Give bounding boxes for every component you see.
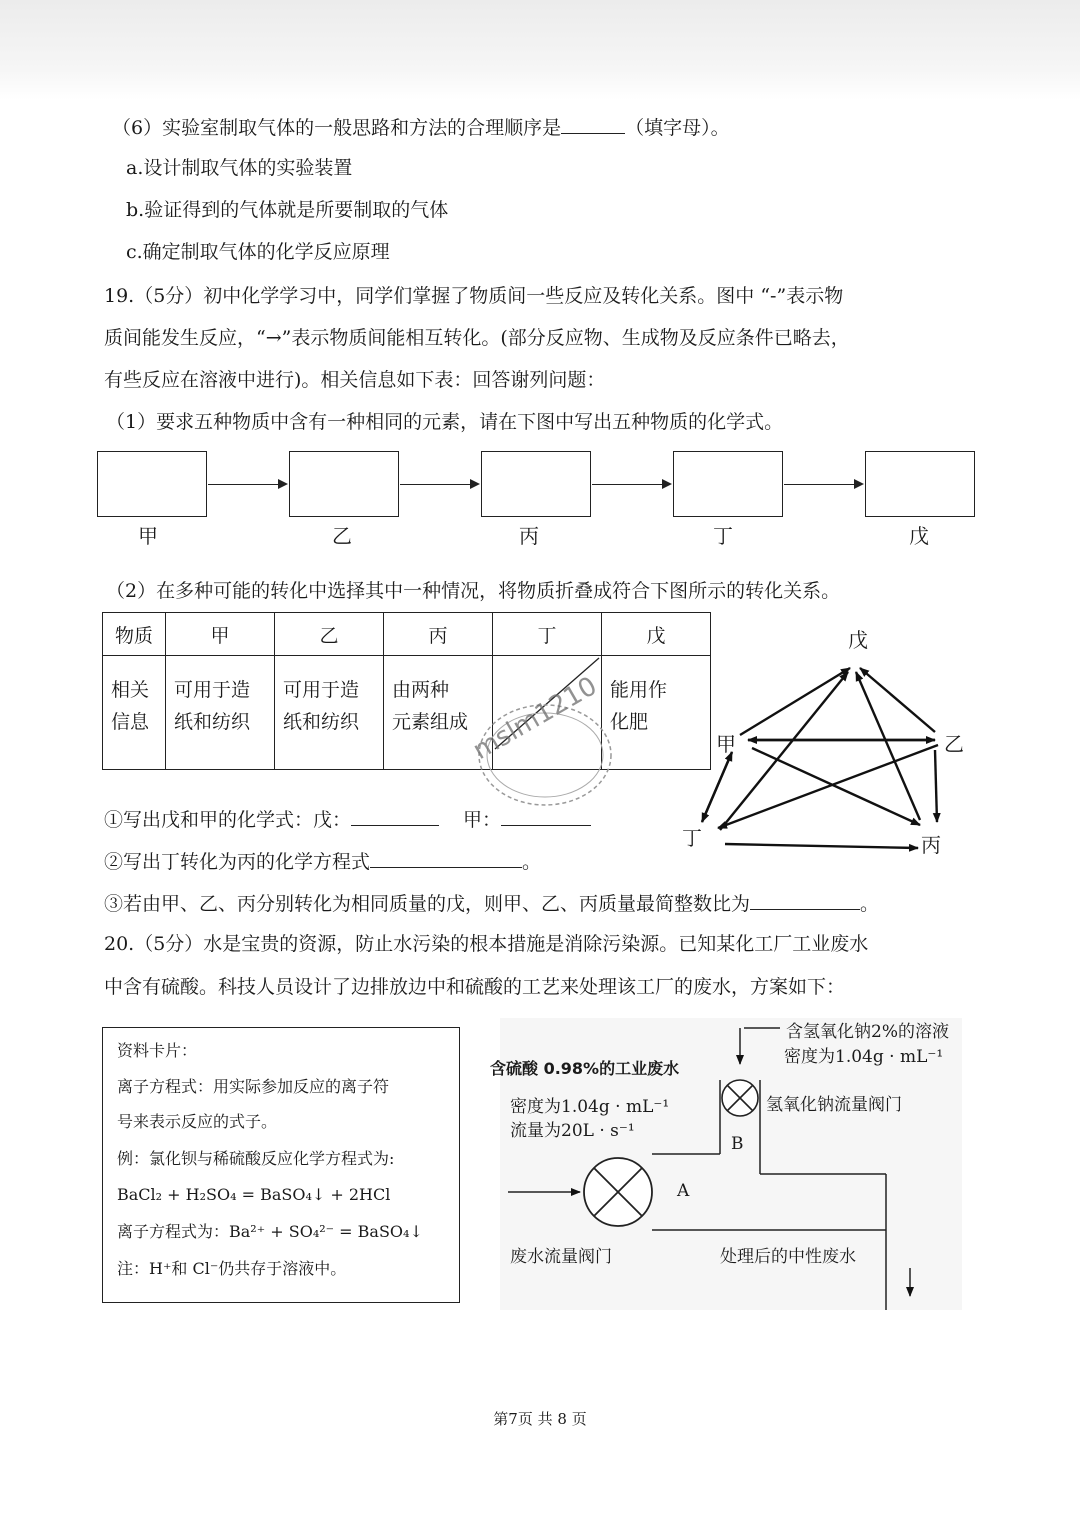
chain-label-jia: 甲 — [138, 524, 158, 548]
naoh-valve-icon — [722, 1080, 758, 1116]
table-cell-jia: 可用于造 纸和纺织 — [166, 656, 275, 770]
table-header: 戊 — [602, 613, 711, 656]
q19-part2: （2）在多种可能的转化中选择其中一种情况，将物质折叠成符合下图所示的转化关系。 — [106, 580, 841, 602]
waste-valve-label: 废水流量阀门 — [510, 1247, 612, 1267]
q19-line3: 有些反应在溶液中进行)。相关信息如下表：回答谢列问题： — [104, 369, 606, 391]
q20-line2: 中含有硫酸。科技人员设计了边排放边中和硫酸的工艺来处理该工厂的废水，方案如下： — [104, 976, 846, 998]
chain-box-jia[interactable] — [97, 451, 207, 517]
answer-blank — [561, 113, 625, 134]
node-wu: 戊 — [848, 628, 868, 652]
card-line: 注：H⁺和 Cl⁻仍共存于溶液中。 — [117, 1259, 347, 1278]
chain-label-ding: 丁 — [713, 524, 733, 548]
chain-arrow — [784, 484, 862, 485]
card-line: 离子方程式为：Ba²⁺ + SO₄²⁻ = BaSO₄↓ — [117, 1222, 423, 1241]
chain-arrow — [592, 484, 670, 485]
answer-blank-jia — [501, 805, 591, 826]
naoh-density-label: 密度为1.04g · mL⁻¹ — [784, 1047, 944, 1067]
treated-water-label: 处理后的中性废水 — [720, 1247, 856, 1267]
card-line: 例：氯化钡与稀硫酸反应化学方程式为: — [117, 1149, 395, 1168]
card-title: 资料卡片： — [117, 1041, 198, 1060]
chain-box-yi[interactable] — [289, 451, 399, 517]
q20-line1: 20.（5分）水是宝贵的资源，防止水污染的根本措施是消除污染源。已知某化工厂工业废水 — [104, 933, 869, 955]
node-yi: 乙 — [944, 732, 964, 756]
table-row-label: 相关 信息 — [103, 656, 166, 770]
answer-blank-equation — [370, 847, 522, 868]
point-b-label: B — [731, 1134, 744, 1154]
q6-option-a: a.设计制取气体的实验装置 — [126, 157, 353, 179]
table-header: 物质 — [103, 613, 166, 656]
waste-density-label: 密度为1.04g · mL⁻¹ — [510, 1097, 670, 1117]
q19-sub2: ②写出丁转化为丙的化学方程式 。 — [104, 847, 541, 875]
table-header: 甲 — [166, 613, 275, 656]
q6-option-c: c.确定制取气体的化学反应原理 — [126, 241, 390, 263]
chain-arrow — [208, 484, 286, 485]
table-header: 丙 — [384, 613, 493, 656]
chain-label-bing: 丙 — [519, 524, 539, 548]
q6-option-b: b.验证得到的气体就是所要制取的气体 — [126, 199, 449, 221]
page-footer: 第7页 共 8 页 — [493, 1410, 587, 1428]
naoh-solution-label: 含氢氧化钠2%的溶液 — [786, 1022, 949, 1042]
answer-blank-wu — [351, 805, 439, 826]
q19-sub3: ③若由甲、乙、丙分别转化为相同质量的戊，则甲、乙、丙质量最简整数比为 。 — [104, 889, 879, 917]
waste-valve-icon — [584, 1158, 652, 1226]
table-header: 丁 — [493, 613, 602, 656]
top-shadow — [0, 0, 1080, 100]
chain-label-wu: 戊 — [909, 524, 929, 548]
q19-line2: 质间能发生反应，“→”表示物质间能相互转化。(部分反应物、生成物及反应条件已略去， — [104, 327, 850, 349]
table-cell-bing: 由两种 元素组成 — [384, 656, 493, 770]
naoh-valve-label: 氢氧化钠流量阀门 — [766, 1095, 902, 1115]
point-a-label: A — [677, 1181, 690, 1201]
waste-water-title: 含硫酸 0.98%的工业废水 — [490, 1059, 680, 1078]
info-card — [102, 1027, 460, 1303]
card-line: 离子方程式：用实际参加反应的离子符 — [117, 1077, 390, 1096]
chain-box-ding[interactable] — [673, 451, 783, 517]
chain-box-wu[interactable] — [865, 451, 975, 517]
q6-stem: （6）实验室制取气体的一般思路和方法的合理顺序是 （填字母）。 — [112, 113, 730, 141]
node-ding: 丁 — [682, 826, 702, 850]
node-jia: 甲 — [716, 732, 736, 756]
q19-sub1: ①写出戊和甲的化学式：戊： 甲： — [104, 805, 591, 833]
card-line: BaCl₂ + H₂SO₄ = BaSO₄↓ + 2HCl — [117, 1185, 391, 1204]
table-header: 乙 — [275, 613, 384, 656]
chain-label-yi: 乙 — [332, 524, 352, 548]
info-table — [102, 612, 711, 770]
card-line: 号来表示反应的式子。 — [117, 1112, 278, 1131]
node-bing: 丙 — [921, 833, 941, 857]
table-cell-yi: 可用于造 纸和纺织 — [275, 656, 384, 770]
chain-box-bing[interactable] — [481, 451, 591, 517]
chain-arrow — [400, 484, 478, 485]
q19-part1: （1）要求五种物质中含有一种相同的元素，请在下图中写出五种物质的化学式。 — [106, 411, 784, 433]
table-cell-wu: 能用作 化肥 — [602, 656, 711, 770]
answer-blank-ratio — [750, 889, 860, 910]
watermark-text: mslm1210 — [468, 671, 603, 766]
q19-line1: 19.（5分）初中化学学习中，同学们掌握了物质间一些反应及转化关系。图中 “-”表示物 — [104, 285, 844, 307]
waste-flow-label: 流量为20L · s⁻¹ — [510, 1121, 635, 1141]
